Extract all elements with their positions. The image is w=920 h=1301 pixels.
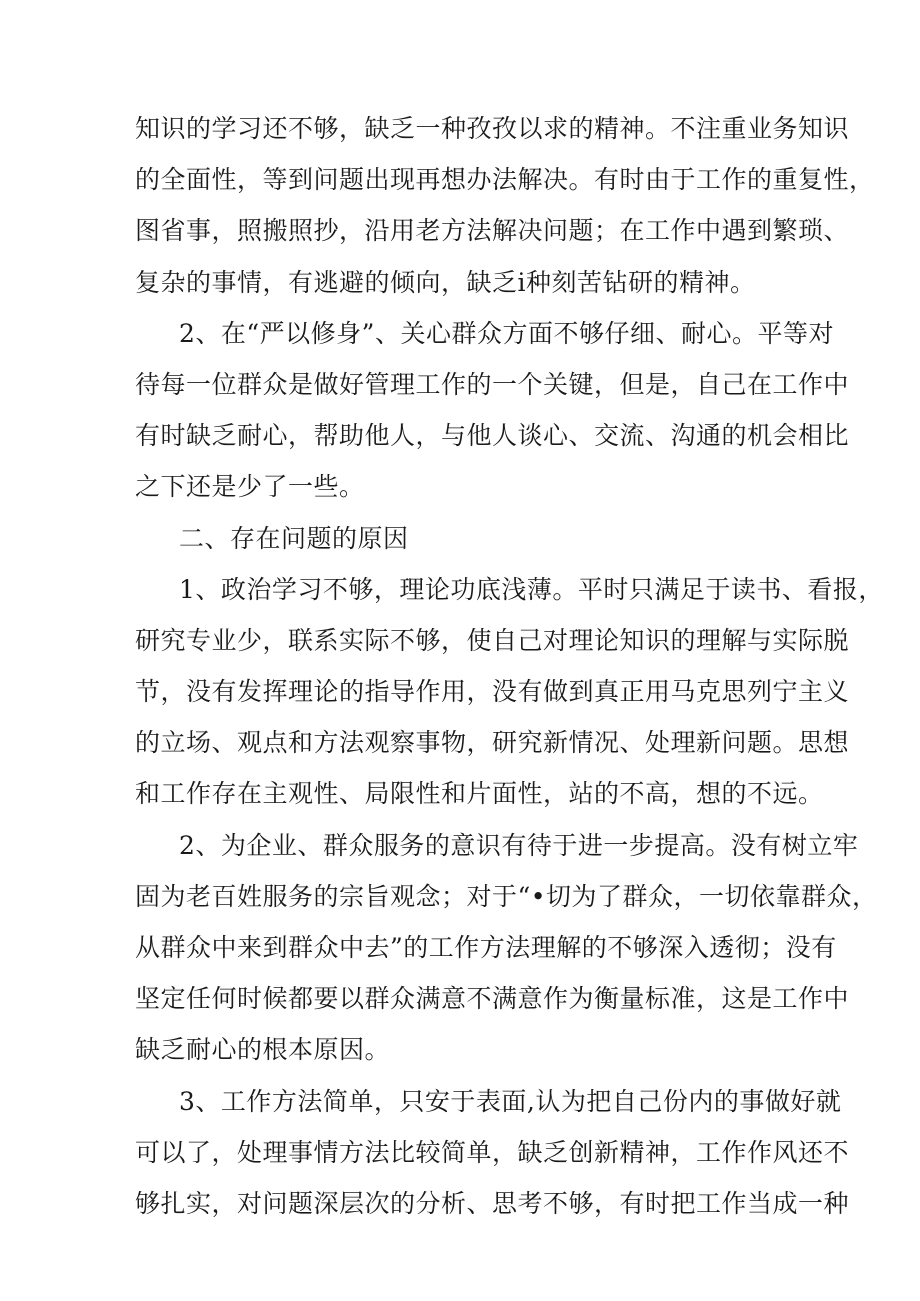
paragraph-start-line: 2、为企业、群众服务的意识有待于进一步提高。没有树立牢 [179, 830, 859, 860]
text-line: 待每一位群众是做好管理工作的一个关键，但是，自己在工作中 [135, 369, 850, 399]
text-line: 之下还是少了一些。 [135, 472, 365, 502]
text-line: 缺乏耐心的根本原因。 [135, 1035, 391, 1065]
paragraph-start-line: 3、工作方法简单，只安于表面,认为把自己份内的事做好就 [179, 1086, 842, 1116]
text-line: 研究专业少，联系实际不够，使自己对理论知识的理解与实际脱 [135, 625, 850, 655]
text-line: 坚定任何时候都要以群众满意不满意作为衡量标准，这是工作中 [135, 984, 850, 1014]
text-line: 有时缺乏耐心，帮助他人，与他人谈心、交流、沟通的机会相比 [135, 421, 850, 451]
section-heading: 二、存在问题的原因 [179, 523, 409, 553]
text-line: 复杂的事情，有逃避的倾向，缺乏i种刻苦钻研的精神。 [135, 267, 756, 297]
text-line: 从群众中来到群众中去”的工作方法理解的不够深入透彻；没有 [135, 933, 837, 962]
text-line: 的全面性，等到问题出现再想办法解决。有时由于工作的重复性， [135, 165, 875, 195]
text-line: 图省事，照搬照抄，沿用老方法解决问题；在工作中遇到繁琐、 [135, 216, 850, 246]
text-line: 固为老百姓服务的宗旨观念；对于“•切为了群众，一切依靠群众， [135, 881, 878, 911]
document-body [135, 103, 884, 1229]
text-line: 节，没有发挥理论的指导作用，没有做到真正用马克思列宁主义 [135, 677, 850, 707]
text-line: 和工作存在主观性、局限性和片面性，站的不高，想的不远。 [135, 779, 824, 809]
text-line: 可以了，处理事情方法比较简单，缺乏创新精神，工作作风还不 [135, 1137, 850, 1167]
text-line: 够扎实，对问题深层次的分析、思考不够，有时把工作当成一种 [135, 1188, 850, 1218]
text-line: 知识的学习还不够，缺乏一种孜孜以求的精神。不注重业务知识 [135, 114, 850, 143]
text-line: 的立场、观点和方法观察事物，研究新情况、处理新问题。思想 [135, 728, 850, 758]
paragraph-start-line: 2、在“严以修身”、关心群众方面不够仔细、耐心。平等对 [179, 318, 834, 348]
paragraph-start-line: 1、政治学习不够，理论功底浅薄。平时只满足于读书、看报， [179, 574, 884, 604]
